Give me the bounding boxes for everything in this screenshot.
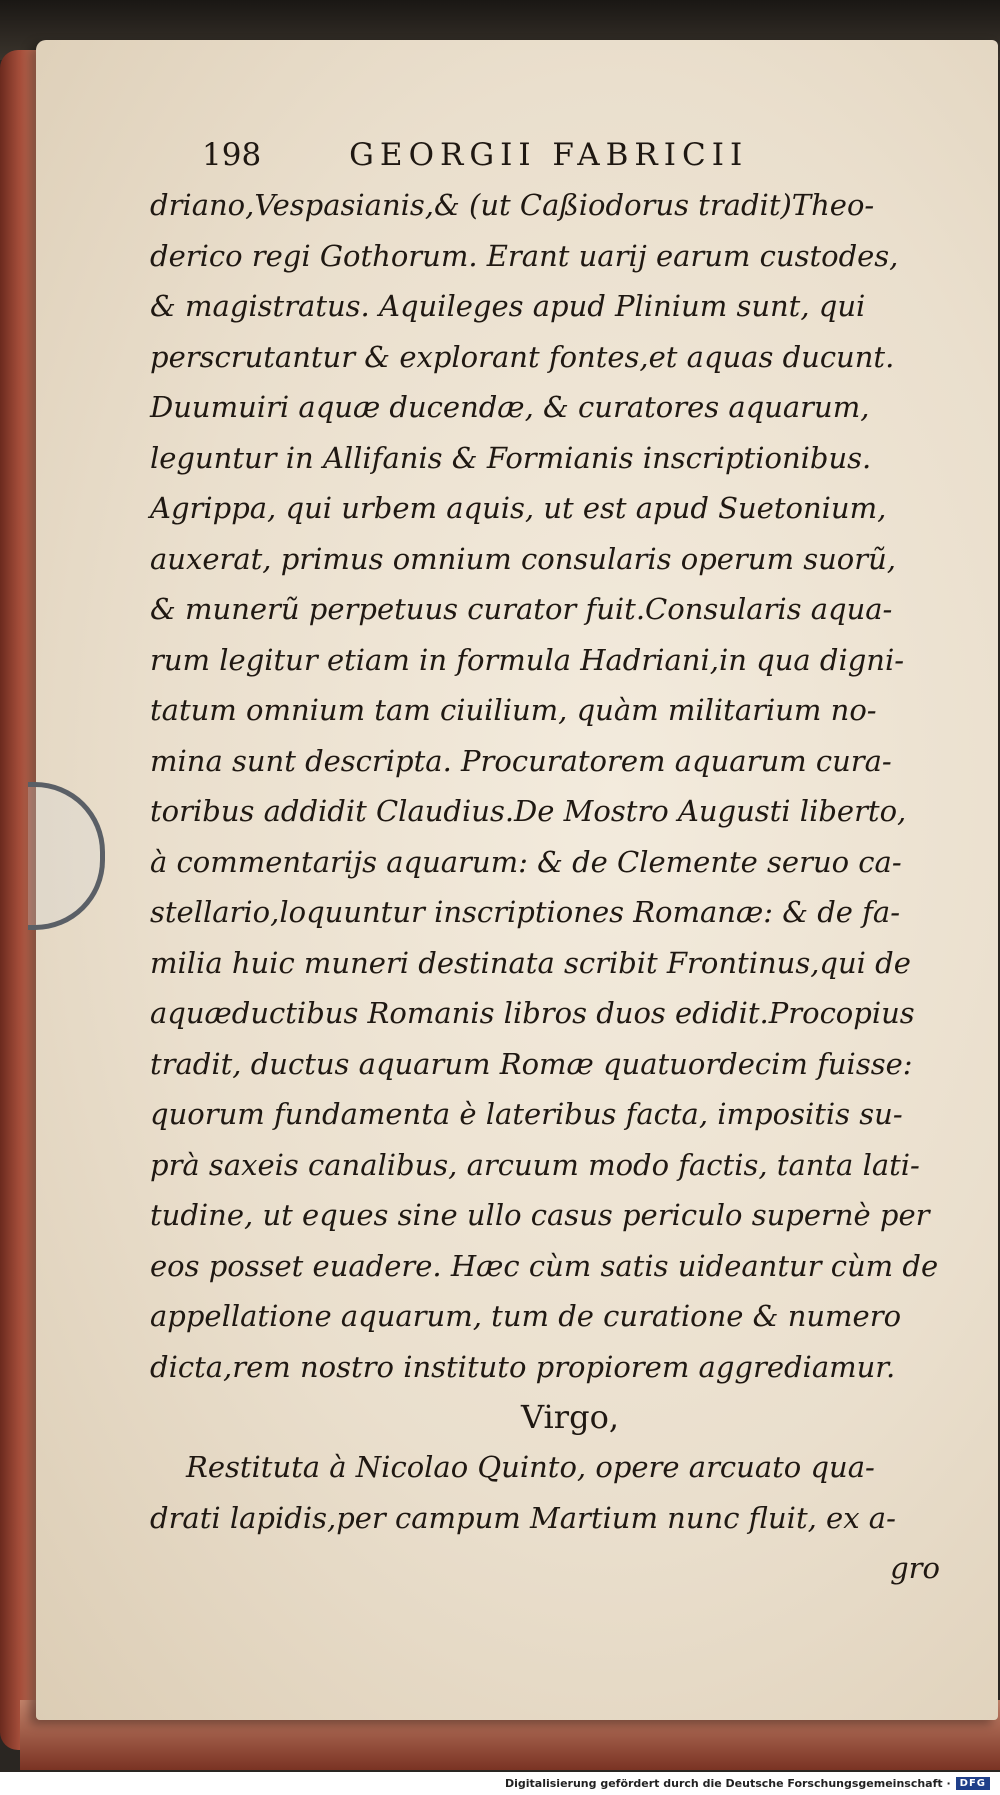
text-line: rum legitur etiam in formula Hadriani,in qua digni-: [150, 642, 905, 677]
text-line: drati lapidis,per campum Martium nunc fluit, ex a-: [150, 1500, 896, 1535]
text-line: eos posset euadere. Hæc cùm satis uideantur cùm de: [150, 1248, 939, 1283]
text-line: toribus addidit Claudius.De Mostro Augusti liberto,: [150, 794, 907, 828]
running-head: GEORGII FABRICII: [349, 137, 749, 173]
text-line: tudine, ut eques sine ullo casus periculo supernè per: [150, 1198, 930, 1232]
text-line: à commentarijs aquarum: & de Clemente seruo ca-: [150, 844, 902, 879]
text-line: tatum omnium tam ciuilium, quàm militarium no-: [150, 693, 877, 727]
page-header: [150, 130, 950, 180]
text-line: milia huic muneri destinata scribit Frontinus,qui de: [150, 945, 911, 980]
text-line: driano,Vespasianis,& (ut Caßiodorus tradit)Theo-: [150, 188, 875, 222]
text-line: Restituta à Nicolao Quinto, opere arcuato qua-: [186, 1450, 875, 1484]
page-number: 198: [202, 137, 262, 173]
catchword: gro: [890, 1551, 940, 1585]
text-line: dicta,rem nostro instituto propiorem aggrediamur.: [150, 1349, 896, 1384]
text-line: auxerat, primus omnium consularis operum suorũ,: [150, 541, 896, 576]
text-line: stellario,loquuntur inscriptiones Romanæ: & de fa-: [150, 895, 901, 929]
text-line: & munerũ perpetuus curator fuit.Consularis aqua-: [150, 592, 893, 626]
text-line: tradit, ductus aquarum Romæ quatuordecim fuisse:: [150, 1046, 913, 1081]
page-text: [150, 130, 950, 1593]
text-line: aquæductibus Romanis libros duos edidit.Procopius: [150, 996, 915, 1030]
text-line: Duumuiri aquæ ducendæ, & curatores aquarum,: [150, 390, 870, 424]
text-line: leguntur in Allifanis & Formianis inscriptionibus.: [150, 440, 872, 475]
text-line: appellatione aquarum, tum de curatione & numero: [150, 1299, 902, 1333]
text-line: prà saxeis canalibus, arcuum modo factis, tanta lati-: [150, 1147, 920, 1182]
dfg-logo-icon: DFG: [956, 1777, 990, 1790]
text-line: Agrippa, qui urbem aquis, ut est apud Suetonium,: [150, 491, 887, 525]
footer-credit: Digitalisierung gefördert durch die Deutsche Forschungsgemeinschaft ·: [504, 1777, 951, 1790]
text-line: derico regi Gothorum. Erant uarij earum custodes,: [150, 238, 899, 273]
text-line: perscrutantur & explorant fontes,et aquas ducunt.: [150, 339, 895, 374]
text-line: quorum fundamenta è lateribus facta, impositis su-: [150, 1097, 903, 1131]
text-line: mina sunt descripta. Procuratorem aquarum cura-: [150, 743, 892, 778]
page-clip-icon: [28, 782, 105, 930]
section-heading: Virgo,: [521, 1398, 619, 1436]
digitization-footer: [0, 1772, 1000, 1795]
text-line: & magistratus. Aquileges apud Plinium sunt, qui: [150, 289, 866, 323]
